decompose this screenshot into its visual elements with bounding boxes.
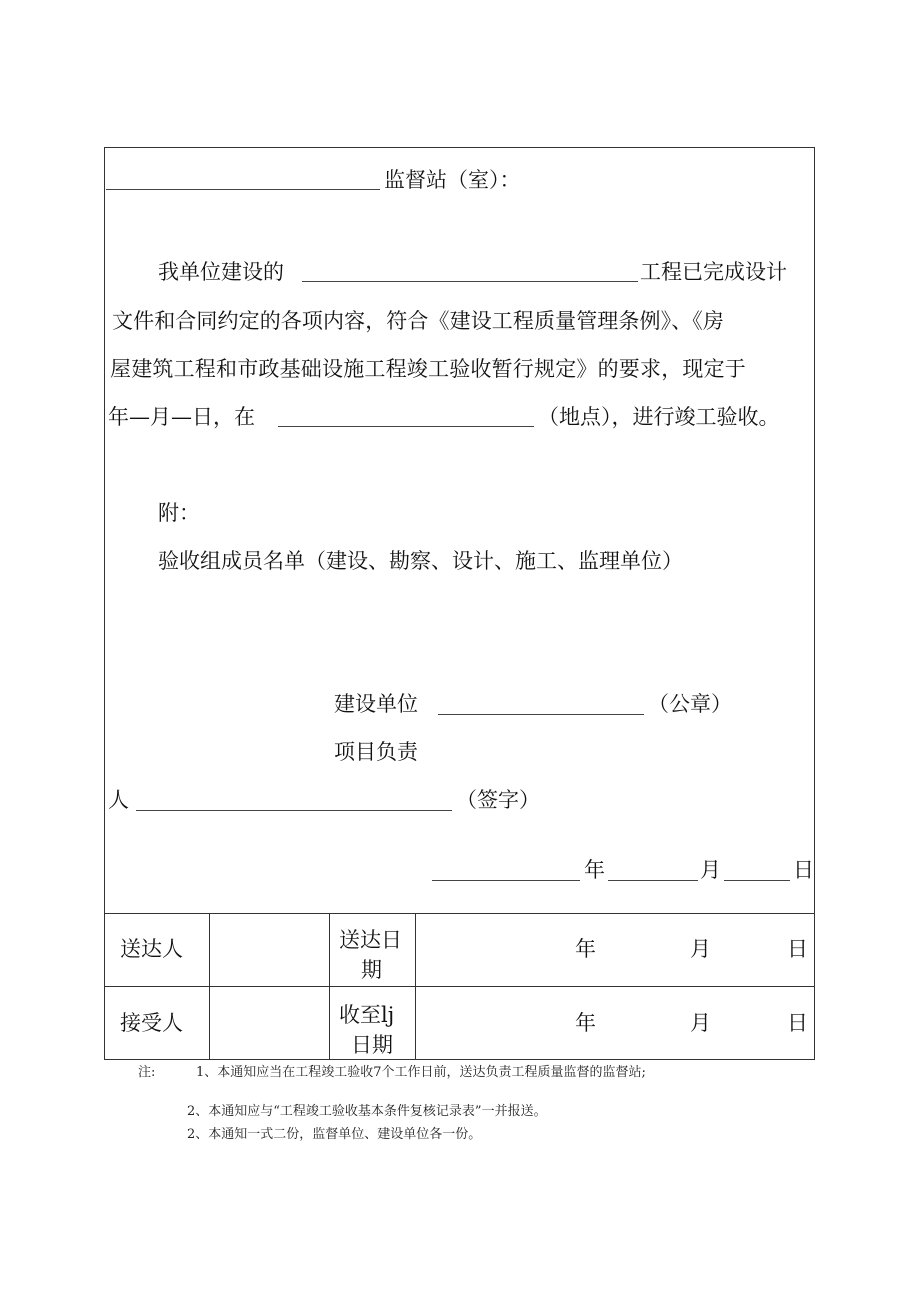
date-year-blank[interactable] — [432, 880, 580, 881]
body-line1-prefix: 我单位建设的 — [158, 260, 284, 284]
manager-sign: （签字） — [456, 788, 540, 812]
note-item-2: 2、本通知应与“工程竣工验收基本条件复核记录表”一并报送。 — [187, 1104, 547, 1119]
delivery-day: 日 — [787, 937, 808, 961]
date-month: 月 — [700, 858, 721, 882]
unit-seal: （公章） — [648, 692, 732, 716]
note-item-1: 1、本通知应当在工程竣工验收7个工作日前，送达负责工程质量监督的监督站; — [196, 1065, 646, 1080]
manager-label-1: 项目负责 — [334, 740, 418, 764]
delivery-year: 年 — [575, 937, 596, 961]
table-row-divider — [104, 986, 815, 987]
receiver-value-cell[interactable] — [214, 1013, 324, 1037]
attachment-item: 验收组成员名单（建设、勘察、设计、施工、监理单位） — [158, 549, 683, 573]
table-col-divider-3 — [415, 913, 416, 1060]
receiver-label: 接受人 — [120, 1011, 183, 1035]
table-col-divider-1 — [209, 913, 210, 1060]
table-col-divider-2 — [329, 913, 330, 1060]
date-day-blank[interactable] — [724, 880, 790, 881]
unit-label: 建设单位 — [334, 692, 418, 716]
table-top-border — [104, 913, 815, 914]
sender-value-cell[interactable] — [214, 939, 324, 963]
receipt-date-label-2: 日期 — [351, 1033, 393, 1057]
location-blank[interactable] — [278, 426, 534, 427]
supervision-station-blank[interactable] — [106, 189, 380, 190]
body-line4-prefix: 年—月—日，在 — [108, 405, 255, 429]
body-line4-suffix: （地点），进行竣工验收。 — [538, 405, 780, 429]
body-line2: 文件和合同约定的各项内容，符合《建设工程质量管理条例》、《房 — [112, 309, 724, 333]
date-day: 日 — [793, 858, 814, 882]
manager-sign-blank[interactable] — [136, 810, 452, 811]
attachment-label: 附： — [158, 501, 200, 525]
project-name-blank[interactable] — [302, 281, 638, 282]
delivery-month: 月 — [690, 937, 711, 961]
notes-prefix: 注: — [138, 1065, 156, 1080]
date-year: 年 — [584, 858, 605, 882]
unit-blank[interactable] — [438, 714, 644, 715]
delivery-date-label-2: 期 — [361, 958, 382, 982]
body-line1-suffix: 工程已完成设计 — [640, 260, 787, 284]
delivery-date-label-1: 送达日 — [339, 928, 402, 952]
manager-label-2: 人 — [108, 788, 129, 812]
receipt-month: 月 — [690, 1011, 711, 1035]
note-item-3: 2、本通知一式二份，监督单位、建设单位各一份。 — [187, 1127, 482, 1142]
receipt-year: 年 — [575, 1011, 596, 1035]
sender-label: 送达人 — [120, 937, 183, 961]
receipt-date-label-1: 收至lj — [339, 1003, 395, 1027]
date-month-blank[interactable] — [608, 880, 698, 881]
body-line3: 屋建筑工程和市政基础设施工程竣工验收暂行规定》的要求，现定于 — [110, 357, 746, 381]
addressee-suffix: 监督站（室）： — [384, 168, 521, 192]
receipt-day: 日 — [787, 1011, 808, 1035]
